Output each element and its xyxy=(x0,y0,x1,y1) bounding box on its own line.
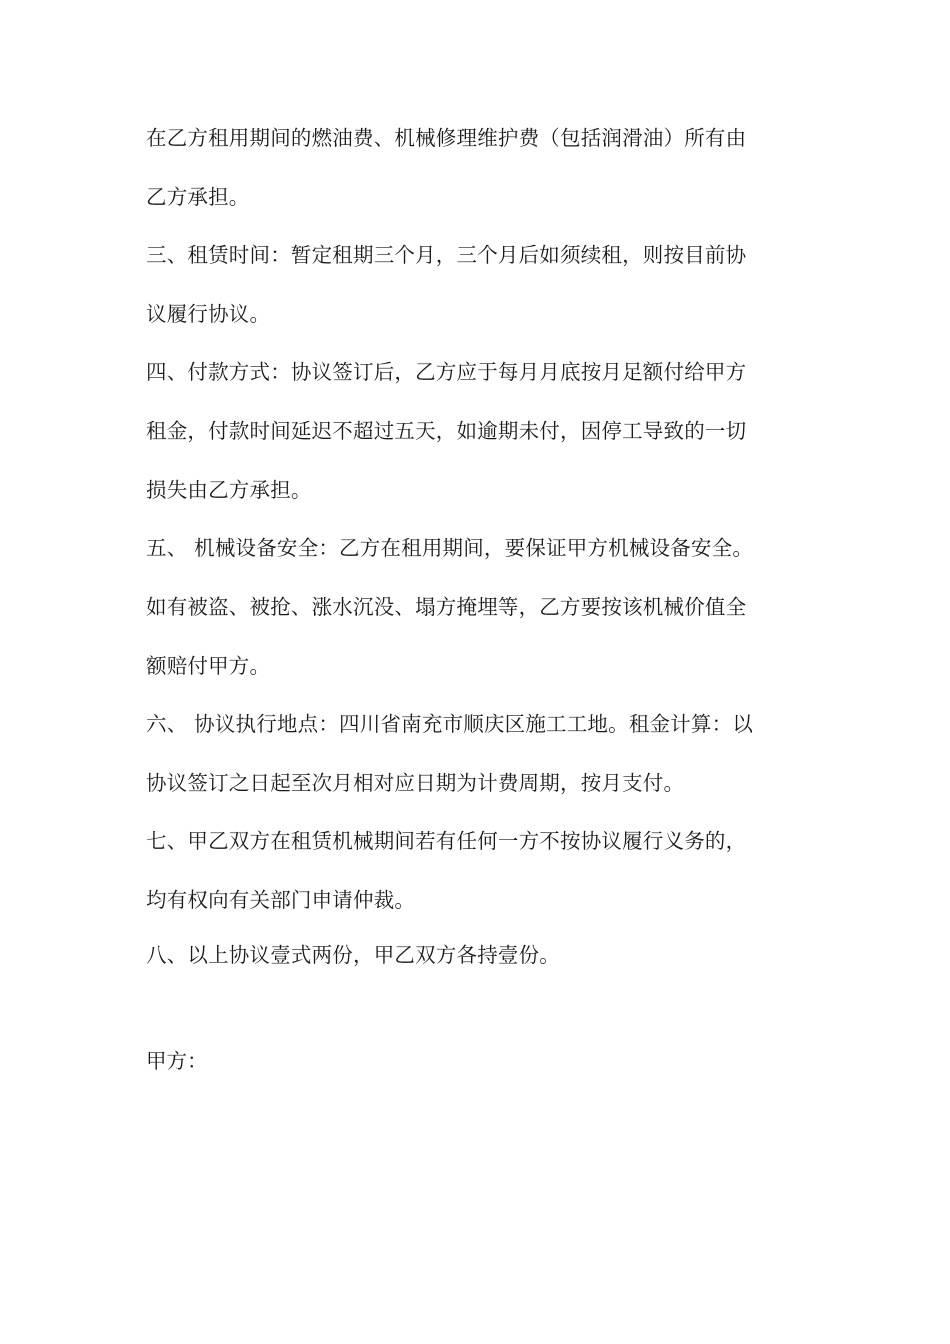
clause-three-line: 三、租赁时间：暂定租期三个月，三个月后如须续租，则按目前协 xyxy=(146,243,747,267)
clause-six-line: 六、 协议执行地点：四川省南充市顺庆区施工工地。租金计算：以 xyxy=(146,712,754,736)
clause-seven-line: 七、甲乙双方在租赁机械期间若有任何一方不按协议履行义务的， xyxy=(146,829,747,853)
clause-text-line: 在乙方租用期间的燃油费、机械修理维护费（包括润滑油）所有由 xyxy=(146,126,747,150)
party-a-signature-label: 甲方： xyxy=(146,1049,208,1073)
clause-five-line: 五、 机械设备安全：乙方在租用期间，要保证甲方机械设备安全。 xyxy=(146,536,754,560)
clause-text-line: 协议签订之日起至次月相对应日期为计费周期，按月支付。 xyxy=(146,771,685,795)
clause-text-line: 议履行协议。 xyxy=(146,302,271,326)
clause-text-line: 如有被盗、被抢、涨水沉没、塌方掩埋等，乙方要按该机械价值全 xyxy=(146,595,747,619)
clause-four-line: 四、付款方式：协议签订后，乙方应于每月月底按月足额付给甲方 xyxy=(146,360,747,384)
clause-text-line: 额赔付甲方。 xyxy=(146,654,271,678)
clause-eight-line: 八、以上协议壹式两份，甲乙双方各持壹份。 xyxy=(146,943,560,967)
clause-text-line: 乙方承担。 xyxy=(146,185,250,209)
clause-text-line: 租金，付款时间延迟不超过五天，如逾期未付，因停工导致的一切 xyxy=(146,419,747,443)
clause-text-line: 损失由乙方承担。 xyxy=(146,478,312,502)
clause-text-line: 均有权向有关部门申请仲裁。 xyxy=(146,888,416,912)
